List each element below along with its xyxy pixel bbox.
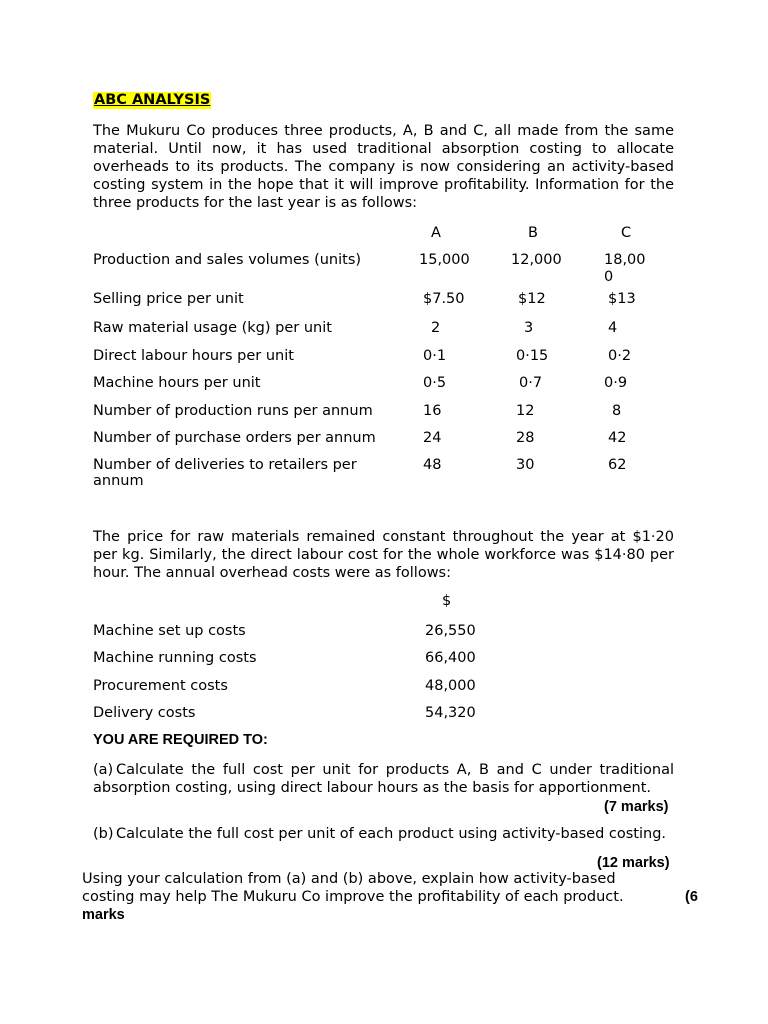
table-cell-b: 30	[516, 457, 535, 473]
table-cell-a: 16	[423, 403, 442, 419]
table-cell-c: 0·9	[604, 375, 628, 391]
overhead-value: 26,550	[425, 623, 476, 639]
required-heading: YOU ARE REQUIRED TO:	[93, 732, 268, 748]
table-cell-b: 28	[516, 430, 535, 446]
question-a-marks: (7 marks)	[604, 799, 669, 815]
table-cell-a: 0·5	[423, 375, 447, 391]
overhead-value: 54,320	[425, 705, 476, 721]
overhead-label: Delivery costs	[93, 705, 196, 721]
table-cell-c: $13	[608, 291, 636, 307]
overhead-value: 66,400	[425, 650, 476, 666]
table-cell-b: 12	[516, 403, 535, 419]
table-cell-c: 0·2	[608, 348, 632, 364]
table-row-label: Number of deliveries to retailers per	[93, 457, 357, 473]
table-cell-b: 0·7	[519, 375, 543, 391]
question-c-text: Using your calculation from (a) and (b) above, explain how activity-based costing may help The Mukuru Co improve the profitability of each product.	[82, 871, 624, 905]
document-title: ABC ANALYSIS	[94, 92, 211, 108]
overhead-label: Machine running costs	[93, 650, 257, 666]
question-b-label: (b)	[93, 826, 114, 842]
table-row-label: Production and sales volumes (units)	[93, 252, 362, 268]
question-a-text: Calculate the full cost per unit for products A, B and C under traditional absorption costing, using direct labour hours as the basis for apportionment.	[93, 762, 674, 796]
table-cell-a: 2	[431, 320, 441, 336]
table-cell-a: 15,000	[419, 252, 470, 268]
currency-header: $	[442, 593, 452, 609]
question-c-marks: (6	[685, 889, 698, 905]
column-header-c: C	[621, 225, 632, 241]
table-cell-a: 48	[423, 457, 442, 473]
overhead-label: Machine set up costs	[93, 623, 246, 639]
table-row-label-wrap: annum	[93, 473, 144, 489]
table-cell-c-wrap: 0	[604, 269, 614, 285]
table-cell-a: 0·1	[423, 348, 447, 364]
question-c-marks-wrap: marks	[82, 907, 125, 923]
question-b-marks: (12 marks)	[597, 855, 670, 871]
question-a-label: (a)	[93, 762, 114, 778]
table-row-label: Direct labour hours per unit	[93, 348, 294, 364]
overhead-value: 48,000	[425, 678, 476, 694]
table-cell-c: 8	[612, 403, 622, 419]
table-cell-a: $7.50	[423, 291, 465, 307]
table-row-label: Number of purchase orders per annum	[93, 430, 376, 446]
table-cell-c: 42	[608, 430, 627, 446]
overhead-label: Procurement costs	[93, 678, 228, 694]
table-cell-c: 62	[608, 457, 627, 473]
table-cell-b: 3	[524, 320, 534, 336]
table-cell-b: $12	[518, 291, 546, 307]
table-row-label: Machine hours per unit	[93, 375, 261, 391]
table-cell-a: 24	[423, 430, 442, 446]
table-row-label: Number of production runs per annum	[93, 403, 373, 419]
intro-paragraph: The Mukuru Co produces three products, A, B and C, all made from the same material. Until now, it has used traditional absorption costing to allocate overheads to its products. The company is now considering an activity-based costing system in the hope that it will improve profitability. Information for the three products for the last year is as follows:	[93, 123, 674, 211]
costs-paragraph: The price for raw materials remained constant throughout the year at $1·20 per kg. Similarly, the direct labour cost for the whole workforce was $14·80 per hour. The annual overhead costs were as follows:	[93, 529, 674, 581]
table-row-label: Selling price per unit	[93, 291, 244, 307]
column-header-b: B	[528, 225, 538, 241]
column-header-a: A	[431, 225, 441, 241]
table-row-label: Raw material usage (kg) per unit	[93, 320, 332, 336]
table-cell-b: 12,000	[511, 252, 562, 268]
question-b-text: Calculate the full cost per unit of each product using activity-based costing.	[116, 826, 667, 842]
table-cell-b: 0·15	[516, 348, 549, 364]
table-cell-c: 18,00	[604, 252, 646, 268]
table-cell-c: 4	[608, 320, 618, 336]
